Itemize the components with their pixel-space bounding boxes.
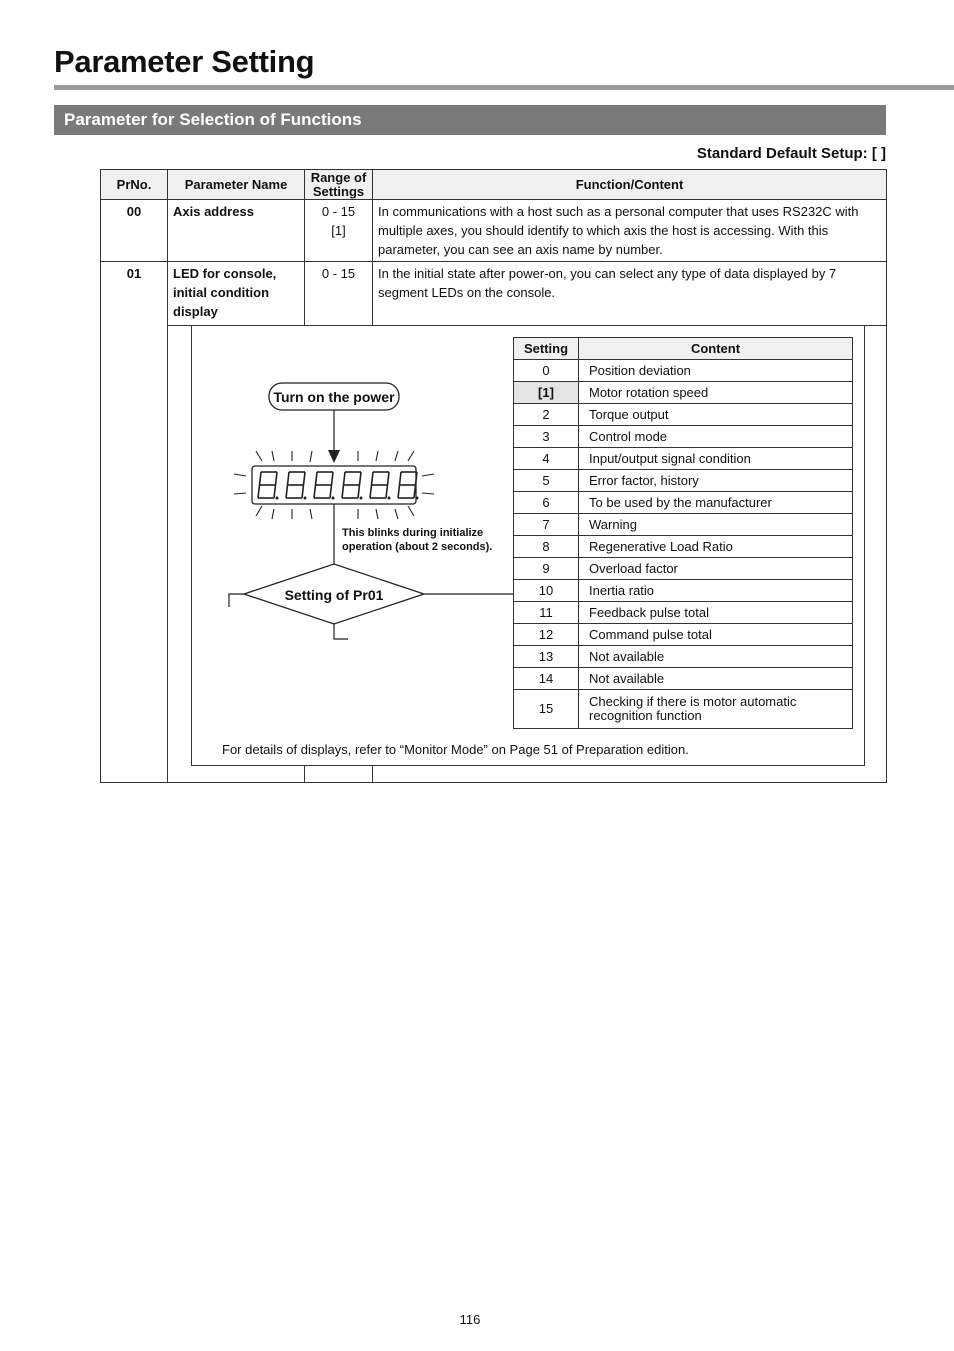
setting-content: Motor rotation speed [579,382,853,404]
blink-tick [395,451,398,461]
header-function: Function/Content [373,170,887,200]
setting-content: Not available [579,646,853,668]
setting-content: To be used by the manufacturer [579,492,853,514]
setting-content: Control mode [579,426,853,448]
blink-tick [234,493,246,494]
setting-value: 12 [514,624,579,646]
blink-tick [408,506,414,516]
led-decimal-point [304,497,307,500]
table-header-row [101,170,887,200]
blink-note-line1: This blinks during initialize [342,527,484,539]
blink-tick [310,509,312,519]
setting-value: 15 [514,690,579,729]
table-row [514,492,853,514]
blink-tick [395,509,398,519]
blink-note-line2: operation (about 2 seconds). [342,541,493,553]
table-row [514,580,853,602]
table-row [514,514,853,536]
header-parameter-name: Parameter Name [168,170,305,200]
row-range-value: 0 - 15 [321,204,356,219]
setting-label: Setting of Pr01 [284,587,384,603]
blink-tick [256,451,262,461]
setting-content: Checking if there is motor automatic recognition function [579,690,853,729]
diamond-left-tick [229,594,244,607]
setting-content: Input/output signal condition [579,448,853,470]
header-prno: PrNo. [101,170,168,200]
led-decimal-point [388,497,391,500]
blink-tick [422,474,434,476]
setting-content: Torque output [579,404,853,426]
header-range-line2: Settings [312,183,365,199]
setting-content: Error factor, history [579,470,853,492]
blink-tick [272,451,274,461]
setting-value: 3 [514,426,579,448]
table-row [514,624,853,646]
blink-tick [422,493,434,494]
table-row [514,690,853,729]
setting-value: 0 [514,360,579,382]
blink-tick [376,451,378,461]
setting-value: 7 [514,514,579,536]
led-decimal-point [416,497,419,500]
pr01-diagram-box [191,325,865,766]
table-row [514,668,853,690]
row-prno: 01 [101,262,168,783]
section-header: Parameter for Selection of Functions [54,105,886,135]
row-content: In the initial state after power-on, you can select any type of data displayed by 7 segment LEDs on the console. [373,262,887,326]
table-row [101,262,887,326]
setting-value: [1] [514,382,579,404]
blink-tick [234,474,246,476]
table-row [514,360,853,382]
setting-content: Warning [579,514,853,536]
setting-value: 9 [514,558,579,580]
setting-value: 13 [514,646,579,668]
blink-tick [408,451,414,461]
row-parameter-name: LED for console, initial condition display [168,262,305,326]
page-title: Parameter Setting [54,44,315,79]
table-row [514,426,853,448]
title-rule [54,85,954,90]
blink-tick [256,506,262,516]
setting-content: Not available [579,668,853,690]
settings-header-setting: Setting [514,338,579,360]
blink-tick [376,509,378,519]
setting-value: 14 [514,668,579,690]
setting-content: Inertia ratio [579,580,853,602]
setting-value: 6 [514,492,579,514]
setting-value: 11 [514,602,579,624]
setting-content: Command pulse total [579,624,853,646]
setting-value: 10 [514,580,579,602]
header-range-line1: Range of [310,169,367,185]
page-number: 116 [459,1312,481,1327]
settings-header-content: Content [579,338,853,360]
setting-value: 5 [514,470,579,492]
row-range [305,200,373,262]
footnote: For details of displays, refer to “Monitor Mode” on Page 51 of Preparation edition. [222,742,689,757]
table-row [514,646,853,668]
power-label: Turn on the power [273,389,395,405]
settings-header-row [514,338,853,360]
led-decimal-point [360,497,363,500]
row-parameter-name: Axis address [168,200,305,262]
header-range [305,170,373,200]
blink-tick [272,509,274,519]
table-row [514,382,853,404]
table-row [514,558,853,580]
setting-content: Position deviation [579,360,853,382]
led-decimal-point [332,497,335,500]
settings-table-body [514,360,853,729]
table-row [101,200,887,262]
blink-tick [310,451,312,462]
default-setup-label: Standard Default Setup: [ ] [696,145,886,162]
setting-content: Regenerative Load Ratio [579,536,853,558]
table-row [514,602,853,624]
arrow-down-icon [328,450,340,463]
table-row [514,448,853,470]
row-range: 0 - 15 [305,262,373,326]
diamond-bottom-tick [334,624,348,639]
pr01-settings-table [513,337,853,729]
setting-value: 8 [514,536,579,558]
setting-value: 4 [514,448,579,470]
table-row [514,536,853,558]
row-range-default: [1] [331,223,346,238]
setting-value: 2 [514,404,579,426]
table-row [514,470,853,492]
row-content: In communications with a host such as a personal computer that uses RS232C with multiple axes, you should identify to which axis the host is accessing. With this parameter, you can see an axis name by number. [373,200,887,262]
led-decimal-point [276,497,279,500]
setting-content: Overload factor [579,558,853,580]
table-row [514,404,853,426]
setting-content: Feedback pulse total [579,602,853,624]
row-prno: 00 [101,200,168,262]
